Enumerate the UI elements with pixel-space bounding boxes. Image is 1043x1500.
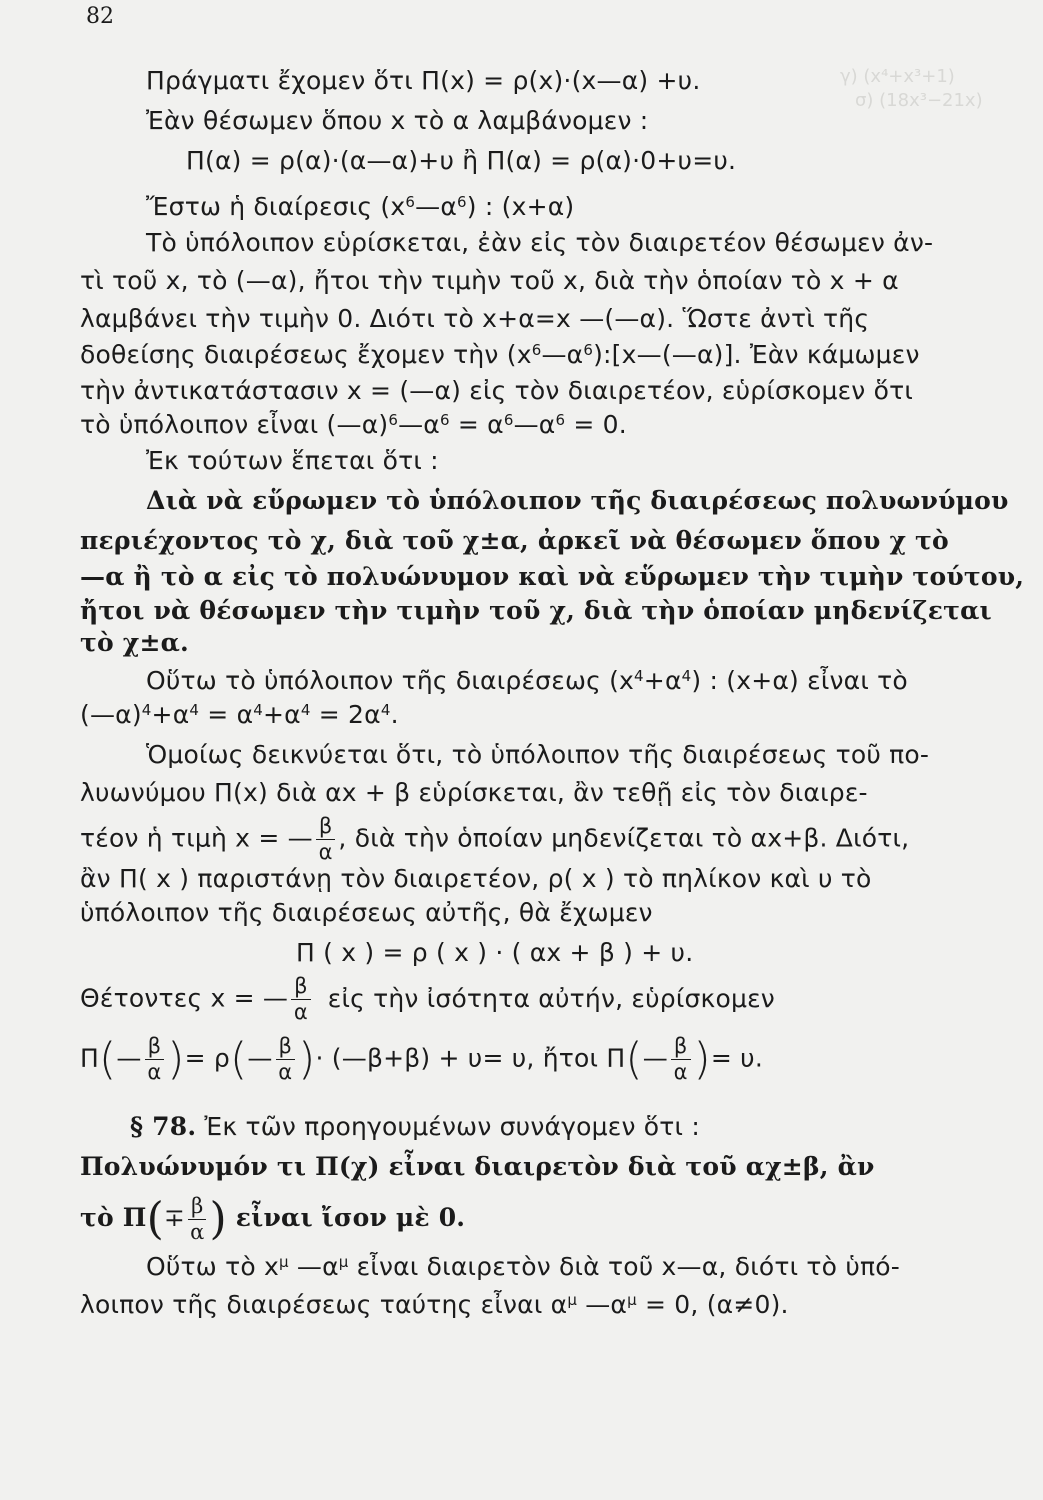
text-line: Τὸ ὑπόλοιπον εὑρίσκεται, ἐὰν εἰς τὸν διαιρετέον θέσωμεν ἀν-	[146, 228, 934, 257]
fraction: $\frac{\beta}{\alpha}$	[145, 1036, 165, 1083]
text-line: τὴν ἀντικατάστασιν x = (—α) εἰς τὸν διαιρετέον, εὑρίσκομεν ὅτι	[80, 376, 914, 405]
text-line: Ἐὰν θέσωμεν ὅπου x τὸ α λαμβάνομεν :	[146, 106, 649, 135]
bold-rule-line: τὸ χ±α.	[80, 628, 189, 657]
fraction: $\frac{\beta}{\alpha}$	[671, 1036, 691, 1083]
bleed-through-text: γ) (x⁴+x³+1)	[840, 66, 955, 87]
fraction: $\frac{\beta}{\alpha}$	[276, 1036, 296, 1083]
text-line: τὶ τοῦ x, τὸ (—α), ἤτοι τὴν τιμὴν τοῦ x, διὰ τὴν ὁποίαν τὸ x + α	[80, 266, 899, 295]
equation-line: Π ( x ) = ρ ( x ) · ( αx + β ) + υ.	[296, 938, 694, 967]
text-line: ὑπόλοιπον τῆς διαιρέσεως αὐτῆς, θὰ ἔχωμεν	[80, 898, 653, 927]
text-line: Ὁμοίως δεικνύεται ὅτι, τὸ ὑπόλοιπον τῆς διαιρέσεως τοῦ πο-	[146, 740, 930, 769]
equation-line: Π(— $\frac{\beta}{\alpha}$ )= ρ(— $\frac{\beta}{\alpha}$ )· (—β+β) + υ= υ, ἤτοι Π(— $\frac{\beta}{\alpha}$ )= υ.	[80, 1033, 763, 1085]
page-number: 82	[86, 4, 114, 29]
text-line: Θέτοντες x = — $\frac{\beta}{\alpha}$ εἰς τὴν ἰσότητα αὐτήν, εὑρίσκομεν	[80, 974, 775, 1024]
fraction: $\frac{\beta}{\alpha}$	[190, 1194, 205, 1244]
text-line: Οὕτω τὸ ὑπόλοιπον τῆς διαιρέσεως $(x^4+\alpha^4)$ : (x+α) εἶναι τὸ	[146, 666, 908, 695]
bold-rule-line: τὸ Π(∓ $\frac{\beta}{\alpha}$ ) εἶναι ἴσον μὲ 0.	[80, 1193, 466, 1245]
text-line: Πράγματι ἔχομεν ὅτι Π(x) = ρ(x)·(x—α) +υ.	[146, 66, 701, 95]
bold-rule-line: περιέχοντος τὸ χ, διὰ τοῦ χ±α, ἀρκεῖ νὰ θέσωμεν ὅπου χ τὸ	[80, 526, 949, 555]
fraction: $\frac{\beta}{\alpha}$	[316, 816, 336, 863]
bleed-through-text: σ) (18x³−21x)	[855, 90, 983, 111]
text-line: $(—\alpha)^4+\alpha^4 = \alpha^4+\alpha^4 = 2\alpha^4$.	[80, 700, 399, 729]
text-line: ἂν Π( x ) παριστάνῃ τὸν διαιρετέον, ρ( x ) τὸ πηλίκον καὶ υ τὸ	[80, 864, 872, 893]
text-line: Οὕτω τὸ $x^\mu$ $—\alpha^\mu$ εἶναι διαιρετὸν διὰ τοῦ x—α, διότι τὸ ὑπό-	[146, 1252, 900, 1281]
text-line: λυωνύμου Π(x) διὰ αx + β εὑρίσκεται, ἂν τεθῇ εἰς τὸν διαιρε-	[80, 778, 868, 807]
equation-line: Π(α) = ρ(α)·(α—α)+υ ἢ Π(α) = ρ(α)·0+υ=υ.	[186, 146, 737, 175]
text-line: δοθείσης διαιρέσεως ἔχομεν τὴν $(x^6—\alpha^6):[x—(—\alpha)]$. Ἐὰν κάμωμεν	[80, 340, 920, 369]
text-line: τέον ἡ τιμὴ x = — $\frac{\beta}{\alpha}$ , διὰ τὴν ὁποίαν μηδενίζεται τὸ αx+β. Διότι,	[80, 814, 910, 864]
text-line: Ἐκ τούτων ἕπεται ὅτι :	[146, 446, 439, 475]
bold-rule-line: ἤτοι νὰ θέσωμεν τὴν τιμὴν τοῦ χ, διὰ τὴν ὁποίαν μηδενίζεται	[80, 596, 992, 625]
bold-rule-line: —α ἢ τὸ α εἰς τὸ πολυώνυμον καὶ νὰ εὕρωμεν τὴν τιμὴν τούτου,	[80, 562, 1025, 591]
text-line: τὸ ὑπόλοιπον εἶναι $(—\alpha)^6—\alpha^6$ = $\alpha^6—\alpha^6 = 0$.	[80, 410, 627, 439]
bold-rule-line: Πολυώνυμόν τι Π(χ) εἶναι διαιρετὸν διὰ τοῦ αχ±β, ἂν	[80, 1152, 875, 1181]
fraction: $\frac{\beta}{\alpha}$	[291, 976, 311, 1023]
section-heading: § 78. Ἐκ τῶν προηγουμένων συνάγομεν ὅτι :	[130, 1112, 700, 1141]
text-line: Ἔστω ἡ διαίρεσις $(x^6—\alpha^6)$ : (x+α)	[146, 192, 575, 221]
bold-rule-line: Διὰ νὰ εὕρωμεν τὸ ὑπόλοιπον τῆς διαιρέσεως πολυωνύμου	[146, 486, 1009, 515]
text-line: λοιπον τῆς διαιρέσεως ταύτης εἶναι $\alpha^\mu$ $—\alpha^\mu = 0$, (α≠0).	[80, 1290, 789, 1319]
text-line: λαμβάνει τὴν τιμὴν 0. Διότι τὸ x+α=x —(—α). Ὥστε ἀντὶ τῆς	[80, 304, 870, 333]
